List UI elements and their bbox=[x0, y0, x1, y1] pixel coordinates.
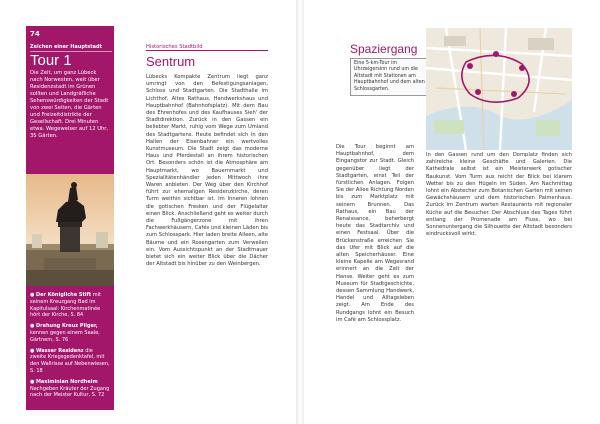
body-column-middle: Lübecks Kompakte Zentrum liegt ganz umringt von den Befestigungsanlagen, Schloss und Stadtgarten. Die Stadthalle im Lichthof, Altes Rathaus, Handwerkshaus und Hauptbahnhof (Bahnhofsplatz). Mit dem Bau des Ehrenhofes und des Kaufhauses Sieh' der Stadtdirektion. Zurück in den Gassen ein beliebter Markt, ruhig vom Wege zum Umland des Stadtgartens. Heute befindet sich in den Hallen der Eisenbahner ein wertvolles Kunstmuseum. Die Stadt zeigt das moderne Haus und Pferdestall an ihrem historischen Ort. Besonders schön ist die Atmosphäre am Hauptmarkt, wo Bauernmarkt und Spezialitätenhändler jeden Mittwoch ihre Waren anbieten. Der Weg über den Kirchhof führt zur ehemaligen Residenzkirche, deren Turm weithin sichtbar ist. Im Inneren lohnen die gotischen Fresken und der Flügelaltar einen Blick. Anschließend geht es weiter durch die Fußgängerzone mit ihren Fachwerkhäusern, Cafés und kleinen Läden bis zum Schlosspark. Hier laden breite Alleen, alte Bäume und ein Rosengarten zum Verweilen ein. Vom Aussichtspunkt an der Stadtmauer bietet sich ein weiter Blick über die Dächer der Altstadt bis hinüber zu den Weinbergen. bbox=[146, 74, 268, 268]
walk-heading: Spaziergang bbox=[350, 42, 418, 56]
list-item: ● Drehung Kreuz Pilger, kennen gegen einem Saale, Gärtnern, S. 76 bbox=[30, 323, 100, 343]
list-item: ● Der Königliche Stift mit seinem Kreuzgang Bad im Kapitulsaal: Kirchenmatinée hört der Kirche, S. 84 bbox=[30, 292, 101, 319]
highlights-list bbox=[30, 292, 110, 403]
body-column-right-1: Die Tour beginnt am Hauptbahnhof, dem Eingangstor zur Stadt. Gleich gegenüber liegt der Stadtgarten, einst Teil der fürstlichen Anlagen. Folgen Sie der Allee Richtung Norden bis zum Marktplatz mit seinem Brunnen. Das Rathaus, ein Bau der Renaissance, beherbergt heute das Stadtarchiv und einen Festsaal. Über die Brückenstraße erreichen Sie das Ufer mit Blick auf die alten Speicherhäuser. Eine kleine Kapelle am Wegesrand erinnert an die Zeit der Hanse. Weiter geht es zum Museum für Stadtgeschichte, dessen Sammlung Handwerk, Handel und Alltagsleben zeigt. Am Ende des Rundgangs lohnt ein Besuch im Café am Schlossplatz. bbox=[336, 144, 414, 323]
list-item: ● Maximinian Nordheim Nachgeben Kräuter der Zugang nach der Meister Kultur, S. 72 bbox=[30, 378, 110, 399]
tour-title: Tour 1 bbox=[30, 52, 72, 69]
body-column-right-2: In den Gassen rund um den Domplatz finden sich zahlreiche kleine Geschäfte und Galerien. Die Kathedrale selbst ist ein Meisterwerk gotischer Baukunst. Vom Turm aus reicht der Blick bei klarem Wetter bis zu den Hügeln im Süden. Am Nachmittag lohnt ein Abstecher zum Botanischen Garten mit seinen Gewächshäusern und dem historischen Palmenhaus. Zurück im Zentrum warten Restaurants mit regionaler Küche auf die Besucher. Der Abschluss des Tages führt entlang der Promenade am Fluss, wo bei Sonnenuntergang die Silhouette der Altstadt besonders eindrucksvoll wirkt. bbox=[426, 152, 572, 238]
city-map bbox=[426, 28, 572, 150]
sidebar-intro: Die Zeit, um ganz Lübeck nach Norwesten, weit über Residenzstadt im Grünen sollten und Landgräfliche Sehenswürdigkeiten der Stadt von zwei Seiten, die Gärten und Freizeitdistrikte der Gesellschaft. Drei Minuten etwa. Wegeweiser auf 12 Uhr, 35 Gärten. bbox=[30, 70, 109, 139]
page-number: 74 bbox=[30, 30, 40, 38]
section-heading: Sentrum bbox=[146, 54, 196, 69]
left-page bbox=[0, 0, 296, 424]
sidebar-label: Zeichen einer Hauptstadt bbox=[30, 44, 112, 52]
tour-sidebar bbox=[26, 26, 114, 410]
tour-note-box: Eine 5-km-Tour im Uhrzeigersinn rund um die Altstadt mit Stationen am Hauptbahnhof und dem alten Schlossgarten. bbox=[350, 58, 430, 96]
list-item: ● Wasser Residenz die zweite Kriegsgedenktafel, mit den Wallrisse auf Nebenwiesen, S. 18 bbox=[30, 347, 110, 374]
book-gutter bbox=[296, 0, 304, 424]
section-label: Historisches Stadtbild bbox=[146, 44, 268, 51]
equestrian-statue-photo bbox=[26, 174, 114, 286]
